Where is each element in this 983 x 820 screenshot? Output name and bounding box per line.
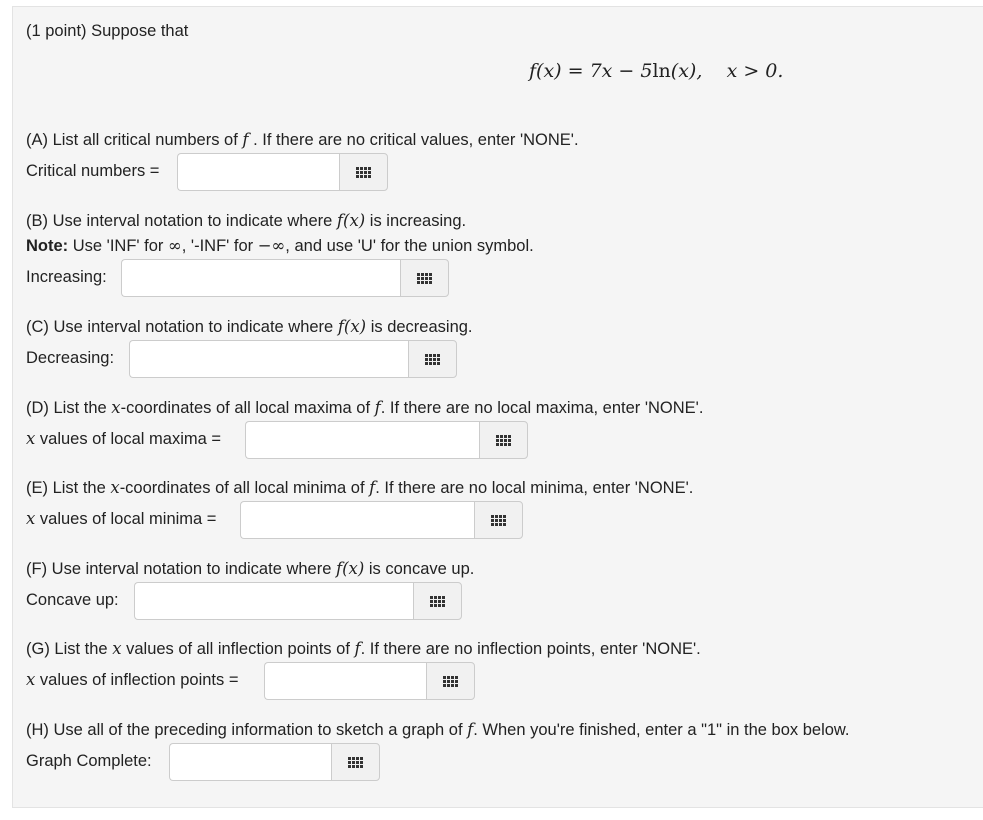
increasing-input[interactable] [121, 259, 400, 297]
inflection-points-input[interactable] [264, 662, 426, 700]
decreasing-input[interactable] [129, 340, 408, 378]
local-maxima-input[interactable] [245, 421, 479, 459]
part-b-label: Increasing: [26, 268, 107, 286]
neg-infinity-symbol: −∞ [257, 236, 286, 255]
note-label: Note: [26, 237, 69, 255]
part-a-prompt [26, 130, 579, 150]
intro-text: (1 point) Suppose that [26, 22, 189, 40]
grid-icon [491, 515, 506, 526]
part-f-prompt [26, 559, 474, 579]
part-g-answer-group [264, 662, 475, 700]
part-b-answer-group [121, 259, 449, 297]
part-a-answer-group [177, 153, 388, 191]
part-h-answer-group [169, 743, 380, 781]
part-e-prompt [26, 478, 693, 498]
equation-editor-button[interactable] [426, 662, 475, 700]
formula-arg: (x), [670, 60, 703, 82]
part-e-x: x [110, 478, 120, 497]
equation-editor-button[interactable] [400, 259, 449, 297]
part-c-label: Decreasing: [26, 349, 115, 367]
part-f-label: Concave up: [26, 591, 119, 609]
part-g-label-text: values of inflection points = [35, 671, 239, 689]
part-g-label-x: x [26, 670, 36, 689]
grid-icon [348, 757, 363, 768]
part-c-fx: f(x) [337, 317, 367, 336]
part-e-prompt-text: (E) List the [26, 479, 111, 497]
part-g-prompt-text-3: . If there are no inflection points, enter 'NONE'. [360, 640, 701, 658]
part-h-prompt-text-2: . When you're finished, enter a "1" in the box below. [473, 721, 850, 739]
part-d-label [26, 429, 221, 449]
problem-panel [12, 6, 983, 808]
part-b-prompt-text-2: is increasing. [365, 212, 467, 230]
infinity-symbol: ∞ [168, 236, 182, 255]
critical-numbers-input[interactable] [177, 153, 339, 191]
part-f-answer-group [134, 582, 462, 620]
part-c-answer-group [129, 340, 457, 378]
formula-lhs: f(x) = 7x − 5 [529, 60, 653, 82]
part-d-prompt-text-2: -coordinates of all local maxima of [120, 399, 375, 417]
part-f-prompt-text-2: is concave up. [364, 560, 475, 578]
grid-icon [443, 676, 458, 687]
part-e-label-text: values of local minima = [35, 510, 217, 528]
part-e-label [26, 509, 216, 529]
part-a-label: Critical numbers = [26, 162, 160, 180]
part-e-answer-group [240, 501, 523, 539]
equation-editor-button[interactable] [479, 421, 528, 459]
equation-editor-button[interactable] [474, 501, 523, 539]
part-d-label-x: x [26, 429, 36, 448]
formula-domain: x > 0. [726, 60, 784, 82]
part-f-prompt-text: (F) Use interval notation to indicate where [26, 560, 336, 578]
part-g-f: f [354, 639, 361, 658]
part-h-prompt-text: (H) Use all of the preceding information to sketch a graph of [26, 721, 468, 739]
part-g-prompt-text: (G) List the [26, 640, 113, 658]
part-d-prompt-text-3: . If there are no local maxima, enter 'NONE'. [380, 399, 704, 417]
note-text-1: Use 'INF' for [68, 237, 168, 255]
part-e-label-x: x [26, 509, 36, 528]
function-formula [529, 60, 783, 82]
note-text-3: , and use 'U' for the union symbol. [285, 237, 534, 255]
part-c-prompt-text: (C) Use interval notation to indicate where [26, 318, 338, 336]
part-g-prompt [26, 639, 701, 659]
part-f-fx: f(x) [335, 559, 365, 578]
part-h-label: Graph Complete: [26, 752, 152, 770]
equation-editor-button[interactable] [339, 153, 388, 191]
part-b-prompt [26, 211, 466, 231]
note-text-2: , '-INF' for [181, 237, 258, 255]
equation-editor-button[interactable] [408, 340, 457, 378]
grid-icon [417, 273, 432, 284]
part-g-label [26, 670, 238, 690]
formula-ln: ln [652, 60, 671, 82]
local-minima-input[interactable] [240, 501, 474, 539]
graph-complete-input[interactable] [169, 743, 331, 781]
part-d-prompt-text: (D) List the [26, 399, 112, 417]
part-d-answer-group [245, 421, 528, 459]
part-h-prompt [26, 720, 850, 740]
concave-up-input[interactable] [134, 582, 413, 620]
part-h-f: f [467, 720, 474, 739]
equation-editor-button[interactable] [331, 743, 380, 781]
part-a-prompt-text-2: . If there are no critical values, enter 'NONE'. [248, 131, 579, 149]
part-e-prompt-text-2: -coordinates of all local minima of [119, 479, 370, 497]
part-c-prompt [26, 317, 473, 337]
part-d-prompt [26, 398, 703, 418]
grid-icon [356, 167, 371, 178]
equation-editor-button[interactable] [413, 582, 462, 620]
grid-icon [430, 596, 445, 607]
part-g-x: x [112, 639, 122, 658]
grid-icon [425, 354, 440, 365]
grid-icon [496, 435, 511, 446]
part-d-label-text: values of local maxima = [35, 430, 222, 448]
part-b-note [26, 236, 534, 256]
part-e-f: f [369, 478, 376, 497]
part-c-prompt-text-2: is decreasing. [366, 318, 473, 336]
part-b-prompt-text: (B) Use interval notation to indicate where [26, 212, 337, 230]
part-a-prompt-text: (A) List all critical numbers of [26, 131, 243, 149]
part-a-f: f [242, 130, 249, 149]
part-e-prompt-text-3: . If there are no local minima, enter 'NONE'. [375, 479, 694, 497]
part-d-x: x [111, 398, 121, 417]
part-d-f: f [374, 398, 381, 417]
part-b-fx: f(x) [336, 211, 366, 230]
part-g-prompt-text-2: values of all inflection points of [121, 640, 355, 658]
